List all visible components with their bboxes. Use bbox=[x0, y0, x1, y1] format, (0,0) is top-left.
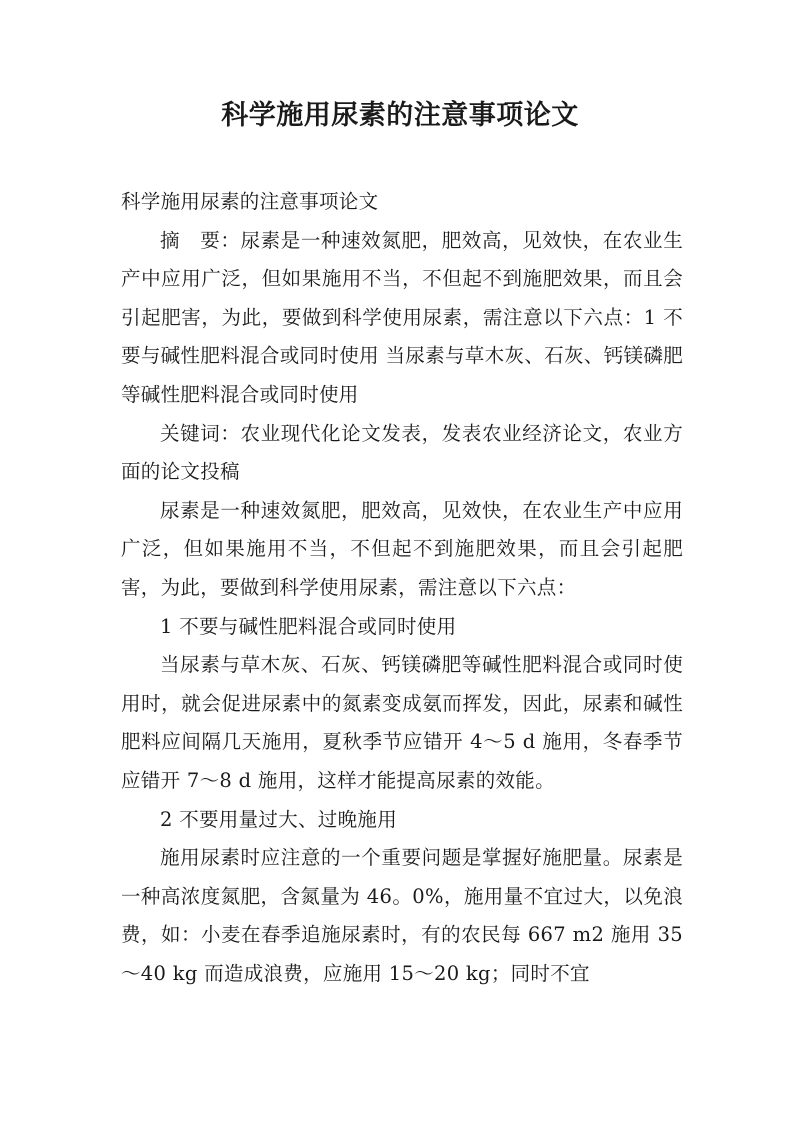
section-2-paragraph: 施用尿素时应注意的一个重要问题是掌握好施肥量。尿素是一种高浓度氮肥，含氮量为 46。0%，施用量不宜过大，以免浪费，如：小麦在春季追施尿素时，有的农民每 667 m2 施用 35～40 kg 而造成浪费，应施用 15～20 kg；同时不宜 bbox=[121, 846, 683, 985]
keywords-paragraph: 关键词：农业现代化论文发表，发表农业经济论文，农业方面的论文投稿 bbox=[121, 421, 683, 484]
subtitle-paragraph: 科学施用尿素的注意事项论文 bbox=[121, 190, 379, 213]
document-title: 科学施用尿素的注意事项论文 bbox=[221, 100, 579, 131]
intro-paragraph: 尿素是一种速效氮肥，肥效高，见效快，在农业生产中应用广泛，但如果施用不当，不但起不到施肥效果，而且会引起肥害，为此，要做到科学使用尿素，需注意以下六点： bbox=[121, 498, 683, 599]
section-1-paragraph: 当尿素与草木灰、石灰、钙镁磷肥等碱性肥料混合或同时使用时，就会促进尿素中的氮素变成氨而挥发，因此，尿素和碱性肥料应间隔几天施用，夏秋季节应错开 4～5 d 施用，冬春季节应错开 7～8 d 施用，这样才能提高尿素的效能。 bbox=[121, 653, 683, 792]
document-body bbox=[121, 183, 683, 993]
abstract-paragraph: 摘 要：尿素是一种速效氮肥，肥效高，见效快，在农业生产中应用广泛，但如果施用不当，不但起不到施肥效果，而且会引起肥害，为此，要做到科学使用尿素，需注意以下六点：1 不要与碱性肥料混合或同时使用 当尿素与草木灰、石灰、钙镁磷肥等碱性肥料混合或同时使用 bbox=[121, 228, 683, 406]
section-heading-1: 1 不要与碱性肥料混合或同时使用 bbox=[160, 614, 457, 638]
section-heading-2: 2 不要用量过大、过晚施用 bbox=[160, 807, 398, 831]
